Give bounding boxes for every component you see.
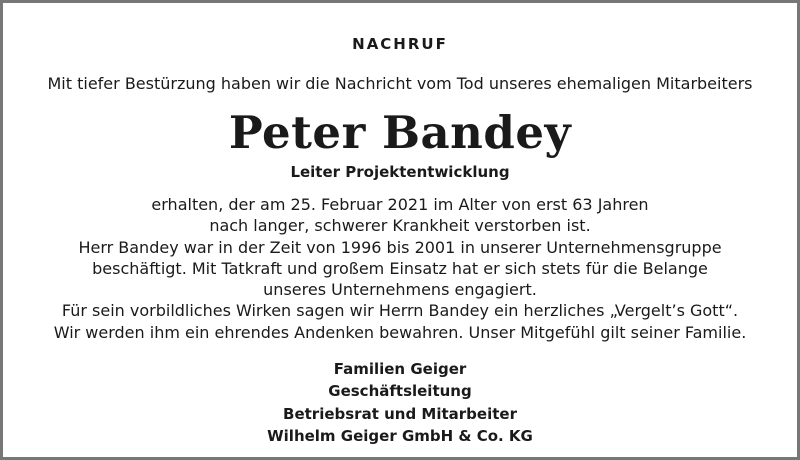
signature-line: Betriebsrat und Mitarbeiter (283, 404, 517, 423)
signature-line: Geschäftsleitung (328, 382, 472, 401)
body-line: erhalten, der am 25. Februar 2021 im Alter von erst 63 Jahren (151, 195, 649, 214)
signature-line: Wilhelm Geiger GmbH & Co. KG (267, 426, 533, 445)
body-text (3, 194, 797, 343)
notice-heading: NACHRUF (352, 35, 448, 53)
signature-block (3, 358, 797, 447)
body-line: Wir werden ihm ein ehrendes Andenken bewahren. Unser Mitgefühl gilt seiner Familie. (53, 322, 747, 342)
body-line: beschäftigt. Mit Tatkraft und großem Einsatz hat er sich stets für die Belange (92, 258, 708, 278)
deceased-name: Peter Bandey (228, 106, 572, 159)
body-line: nach langer, schwerer Krankheit verstorben ist. (209, 216, 591, 236)
body-line: Herr Bandey war in der Zeit von 1996 bis 2001 in unserer Unternehmensgruppe (78, 237, 722, 257)
body-line: unseres Unternehmens engagiert. (263, 280, 537, 300)
deceased-role: Leiter Projektentwicklung (290, 163, 510, 181)
intro-text: Mit tiefer Bestürzung haben wir die Nachricht vom Tod unseres ehemaligen Mitarbeiters (47, 74, 753, 93)
body-line: Für sein vorbildliches Wirken sagen wir Herrn Bandey ein herzliches „Vergelt’s Gott“. (61, 301, 739, 321)
signature-line: Familien Geiger (333, 360, 467, 378)
